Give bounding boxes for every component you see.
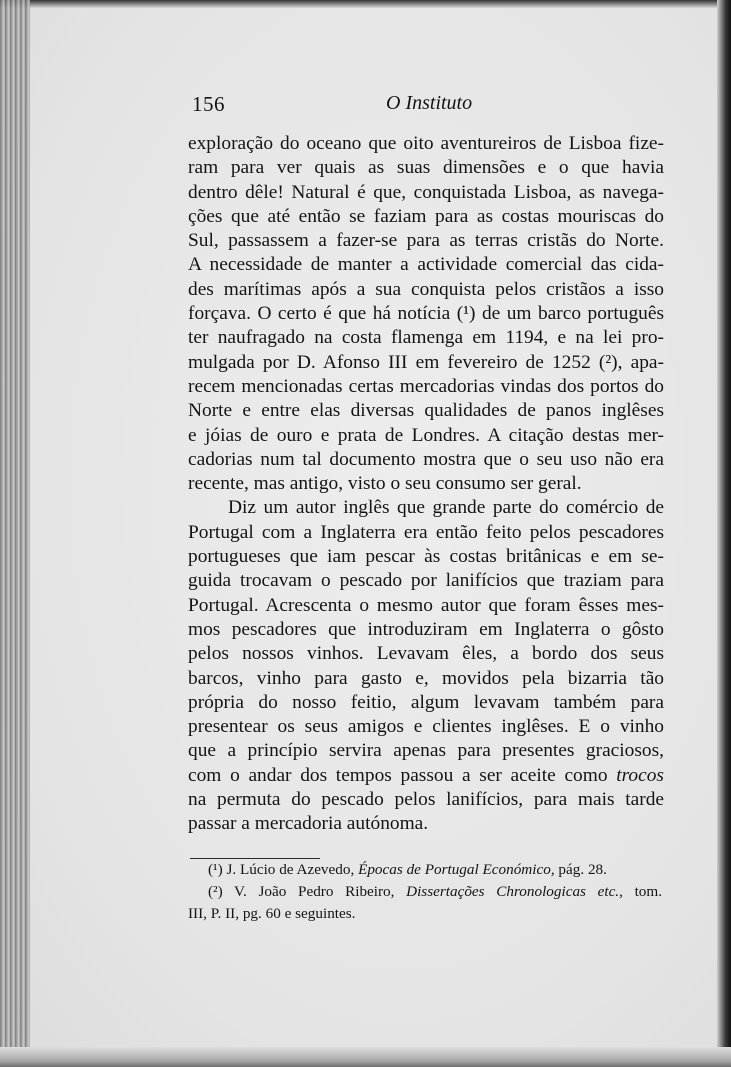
- text-line: Portugal. Acrescenta o mesmo autor que foram êsses mes-: [188, 594, 664, 616]
- footnote-2-title: Dissertações Chronologicas etc.,: [406, 883, 623, 900]
- footnote-1-title: Épocas de Portugal Económico,: [358, 861, 555, 878]
- text-line: exploração do oceano que oito aventureiros de Lisboa fize-: [188, 133, 664, 154]
- text-line: Diz um autor inglês que grande parte do comércio de: [228, 497, 664, 519]
- footnote-2-prefix: (²) V. João Pedro Ribeiro,: [208, 883, 395, 900]
- text-line: cadorias num tal documento mostra que o seu uso não era: [188, 448, 664, 470]
- footnote-2-suffix: tom.: [634, 883, 662, 900]
- running-title: O Instituto: [386, 92, 473, 114]
- text-line: Sul, passassem a fazer-se para as terras cristãs do Norte.: [188, 230, 664, 252]
- page-number: 156: [192, 92, 225, 116]
- page-right-edge: [717, 0, 731, 1067]
- text-line: recem mencionadas certas mercadorias vindas dos portos do: [188, 375, 664, 397]
- paragraph-2: [188, 496, 664, 836]
- text-line: forçava. O certo é que há notícia (¹) de um barco português: [188, 303, 664, 325]
- text-line: presentear os seus amigos e clientes inglêses. E o vinho: [188, 716, 664, 738]
- text-line: na permuta do pescado pelos lanifícios, para mais tarde: [188, 789, 664, 811]
- text-line: portugueses que iam pescar às costas britânicas e em se-: [188, 546, 664, 568]
- footnotes: [188, 859, 662, 925]
- paragraph-1: [188, 132, 664, 496]
- text-line: Norte e entre elas diversas qualidades de panos inglêses: [188, 400, 664, 422]
- footnote-1-suffix: pág. 28.: [558, 861, 607, 878]
- text-line: própria do nosso feitio, algum levavam também para: [188, 691, 664, 713]
- text-line: ções que até então se faziam para as costas mouriscas do: [188, 205, 664, 227]
- text-line: guida trocavam o pescado por lanifícios que traziam para: [188, 570, 664, 592]
- text-line: barcos, vinho para gasto e, movidos pela bizarria tão: [188, 667, 664, 689]
- text-line: passar a mercadoria autónoma.: [188, 813, 429, 835]
- footnote-1-prefix: (¹) J. Lúcio de Azevedo,: [208, 861, 355, 878]
- text-line: dentro dêle! Natural é que, conquistada Lisboa, as navega-: [188, 181, 664, 203]
- page-bottom-edge: [0, 1047, 731, 1067]
- text-line: mulgada por D. Afonso III em fevereiro de 1252 (²), apa-: [188, 351, 664, 373]
- text-line: e jóias de ouro e prata de Londres. A citação destas mer-: [188, 424, 664, 446]
- page-binding-edge: [0, 0, 30, 1067]
- text-line: A necessidade de manter a actividade comercial das cida-: [188, 254, 664, 276]
- text-line: ter naufragado na costa flamenga em 1194, e na lei pro-: [188, 327, 664, 349]
- text-line: que a princípio servira apenas para presentes graciosos,: [188, 740, 664, 762]
- text-segment: com o andar dos tempos passou a ser aceite como: [188, 764, 608, 786]
- text-line: pelos nossos vinhos. Levavam êles, a bordo dos seus: [188, 643, 664, 665]
- text-line: des marítimas após a sua conquista pelos cristãos a isso: [188, 278, 664, 300]
- body-text: [188, 132, 664, 837]
- page-top-edge: [0, 0, 731, 8]
- footnote-1: [188, 859, 662, 881]
- text-line: mos pescadores que introduziram em Inglaterra o gôsto: [188, 618, 664, 640]
- footnote-2-continuation: III, P. II, pg. 60 e seguintes.: [188, 905, 356, 922]
- italic-word: trocos: [616, 764, 664, 786]
- text-line-with-italic: [188, 764, 664, 788]
- text-line: ram para ver quais as suas dimensões e o que havia: [188, 157, 664, 179]
- text-line: Portugal com a Inglaterra era então feito pelos pescadores: [188, 521, 664, 543]
- footnote-2: [188, 881, 662, 903]
- text-line: recente, mas antigo, visto o seu consumo ser geral.: [188, 473, 582, 495]
- running-head: [192, 92, 664, 118]
